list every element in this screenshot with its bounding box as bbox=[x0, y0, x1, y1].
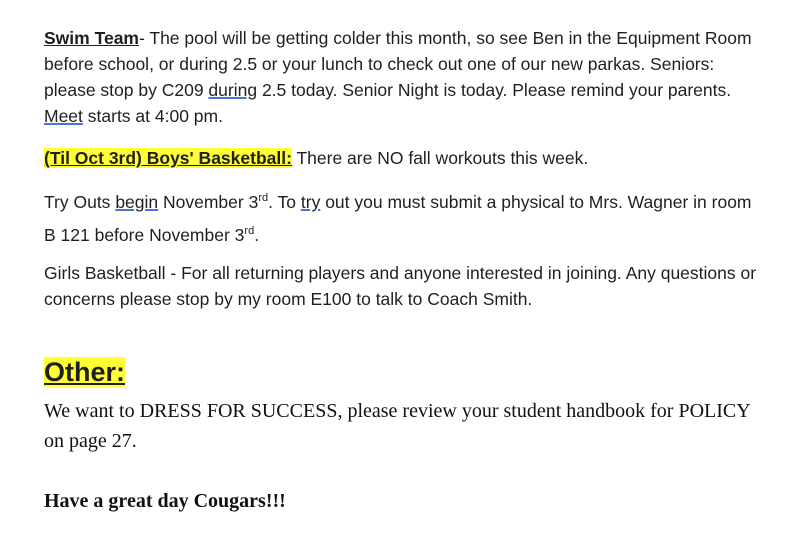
swim-team-text-2: 2.5 today. Senior Night is today. Please remind your parents. bbox=[257, 80, 732, 100]
swim-team-text: - The pool will be getting colder this month, so see Ben in the Equipment Room before school, or during 2.5 or your lunch to check out one of our new parkas. Seniors: please stop by C209 bbox=[44, 28, 752, 100]
spellcheck-meet: Meet bbox=[44, 106, 83, 126]
boys-basketball-text: There are NO fall workouts this week. bbox=[291, 148, 589, 168]
tryouts-text-5: . bbox=[254, 225, 260, 245]
spellcheck-try: try bbox=[300, 192, 321, 212]
boys-basketball-paragraph bbox=[44, 145, 764, 171]
spellcheck-begin: begin bbox=[115, 192, 159, 212]
closing-line: Have a great day Cougars!!! bbox=[44, 490, 286, 512]
tryouts-text-4: out you must submit a physical to Mrs. Wagner in room B 121 before November 3 bbox=[44, 192, 752, 245]
boys-basketball-label: (Til Oct 3rd) Boys' Basketball: bbox=[44, 148, 292, 168]
swim-team-paragraph bbox=[44, 25, 764, 129]
swim-team-label: Swim Team bbox=[44, 28, 139, 48]
tryouts-paragraph bbox=[44, 186, 764, 252]
tryouts-text: Try Outs bbox=[44, 192, 116, 212]
tryouts-sup-1: rd bbox=[258, 192, 269, 205]
other-heading bbox=[44, 352, 125, 392]
tryouts-text-2: November 3 bbox=[158, 192, 259, 212]
tryouts-sup-2: rd bbox=[244, 225, 255, 238]
tryouts-text-3: . To bbox=[268, 192, 301, 212]
girls-basketball-paragraph: Girls Basketball - For all returning players and anyone interested in joining. Any questions or concerns please stop by my room E100 to talk to Coach Smith. bbox=[44, 263, 757, 309]
spellcheck-during: during bbox=[208, 80, 258, 100]
swim-team-text-3: starts at 4:00 pm. bbox=[82, 106, 223, 126]
dress-code-paragraph: We want to DRESS FOR SUCCESS, please review your student handbook for POLICY on page 27. bbox=[44, 400, 750, 452]
other-heading-label: Other: bbox=[44, 357, 125, 387]
